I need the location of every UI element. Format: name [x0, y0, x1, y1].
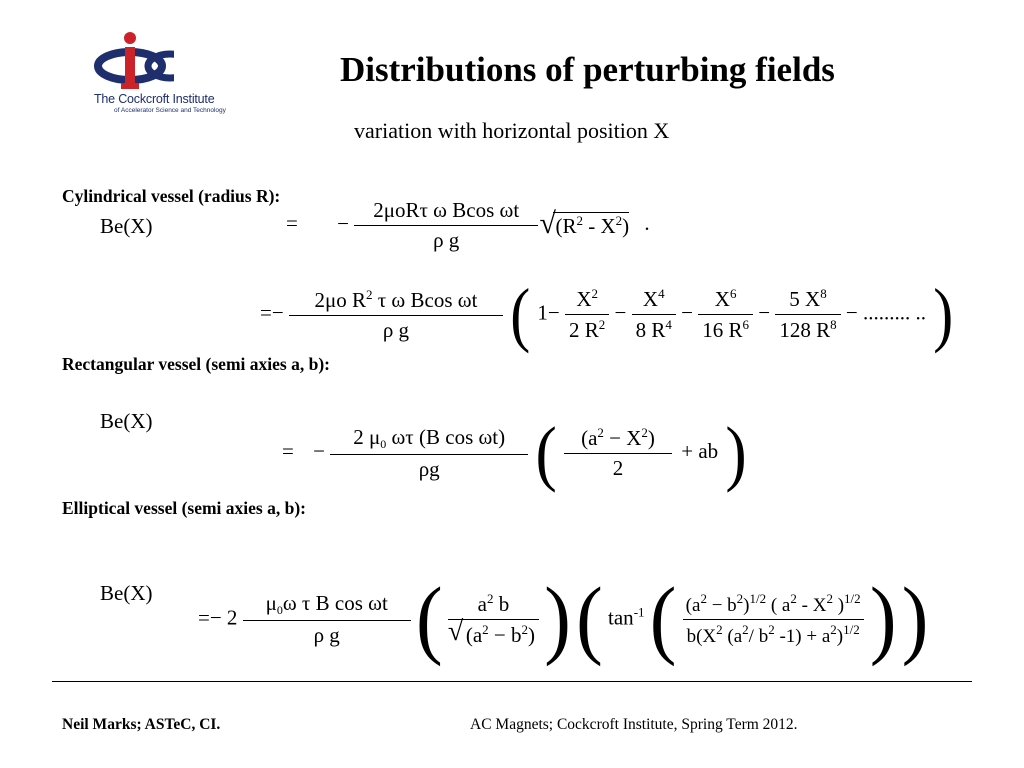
term: b [686, 626, 697, 647]
arctan-fraction: $\frac{(a^2 - b^2)^{1/2} ( a^2 - X^2 )^{1/2}}{b(X^2 (a^2/ b^2 -1) + a^2)^{1/2}}$ [682, 591, 865, 648]
right-paren-icon: ) [901, 570, 929, 668]
exponent: 2 [736, 591, 744, 606]
logo-name: The Cockcroft Institute [94, 92, 215, 106]
term: X [714, 287, 730, 311]
cylindrical-lhs: Be(X) [100, 214, 153, 238]
exponent: 2 [615, 213, 623, 228]
term: 5 X [789, 287, 821, 311]
term: X [576, 287, 592, 311]
exponent: 6 [742, 317, 749, 332]
term: 2 R [569, 318, 599, 342]
logo-mark [92, 28, 250, 92]
term: X [642, 287, 659, 311]
ab-fraction [448, 591, 539, 648]
fraction [354, 198, 538, 253]
rectangular-equation [282, 411, 747, 494]
minus-sign: − [614, 300, 627, 325]
left-paren-icon: ( [576, 570, 603, 668]
term: μ [265, 591, 277, 615]
exponent: 2 [826, 591, 833, 606]
operator: - [588, 214, 601, 238]
equals-sign: = [286, 211, 298, 236]
exponent: 2 [521, 622, 528, 637]
rectangular-heading: Rectangular vessel (semi axies a, b): [62, 354, 330, 374]
term: -1) + a [774, 626, 831, 647]
exponent: 2 [598, 317, 606, 332]
exponent: 8 [820, 286, 827, 301]
term: (a [581, 426, 598, 450]
term: ( a [766, 595, 791, 616]
denominator: ρ g [243, 620, 411, 648]
exponent: 2 [591, 286, 598, 301]
exponent: 2 [486, 591, 494, 606]
term: 2μo R [314, 287, 366, 312]
exponent: 4 [658, 286, 665, 301]
term: ωτ (B cos ωt) [386, 424, 506, 449]
tan-function: tan [608, 605, 634, 630]
exponent: -1 [633, 604, 645, 620]
term: ) [743, 595, 750, 616]
exponent: 2 [742, 622, 749, 637]
right-paren-icon: ) [933, 274, 954, 354]
term: (a [465, 623, 483, 647]
term: a [477, 592, 487, 616]
lead-sign: =− 2 [198, 605, 238, 630]
term: b [493, 592, 510, 616]
slide-title: Distributions of perturbing fields [340, 50, 835, 89]
cockcroft-institute-logo [92, 28, 250, 120]
term: − X [603, 426, 642, 450]
equals-sign: = [282, 438, 294, 463]
cylindrical-equation-1 [286, 198, 650, 253]
exponent: 2 [768, 622, 775, 637]
sqrt-sign-icon: √ [539, 207, 556, 240]
exponent: 2 [716, 622, 723, 637]
term: − b [706, 595, 737, 616]
exponent: 2 [641, 425, 648, 440]
logo-tagline: of Accelerator Science and Technology [114, 107, 226, 114]
footer-divider [52, 681, 972, 682]
lead-sign: =− [260, 300, 284, 325]
exponent: 1/2 [844, 591, 861, 606]
denominator: ρg [330, 454, 528, 482]
series-term-1 [565, 286, 609, 343]
term: − b [488, 623, 522, 647]
term: 128 R [779, 318, 831, 342]
denominator: 2 [564, 453, 672, 481]
rectangular-lhs: Be(X) [100, 409, 153, 433]
sqrt-sign-icon: √ [447, 616, 464, 647]
exponent: 1/2 [843, 622, 860, 637]
left-paren-icon: ( [535, 411, 557, 494]
right-paren-icon: ) [544, 570, 571, 668]
one-minus: 1− [537, 300, 560, 325]
term: / b [748, 626, 769, 647]
term: τ ω Bcos ωt [372, 287, 478, 312]
cylindrical-heading: Cylindrical vessel (radius R): [62, 186, 281, 206]
numerator: 2μoRτ ω Bcos ωt [373, 198, 520, 222]
prefactor-fraction [243, 591, 411, 648]
elliptical-equation [198, 570, 929, 668]
right-paren-icon: ) [725, 411, 747, 494]
numerator [310, 287, 481, 315]
term: ω τ B cos ωt [282, 591, 388, 615]
footer-course: AC Magnets; Cockcroft Institute, Spring Term 2012. [470, 716, 798, 733]
plus-term: + ab [681, 438, 719, 463]
sqrt-expression: √ $(R^2 - X^2)$ [539, 207, 630, 240]
elliptical-lhs: Be(X) [100, 581, 153, 605]
exponent: 1/2 [749, 591, 767, 606]
exponent: 2 [576, 213, 583, 228]
exponent: 6 [729, 286, 737, 301]
exponent: 2 [830, 622, 837, 637]
minus-sign: − [758, 300, 771, 325]
exponent: 2 [365, 286, 373, 302]
term: 16 R [702, 318, 743, 342]
subscript: 0 [380, 436, 387, 451]
inner-fraction [564, 425, 672, 481]
ellipsis: − ......... .. [845, 300, 926, 325]
footer-author: Neil Marks; ASTeC, CI. [62, 716, 221, 733]
exponent: 2 [700, 591, 707, 606]
exponent: 8 [830, 317, 837, 332]
term: X [702, 626, 717, 647]
minus-sign: − [681, 300, 693, 325]
series-term-4 [775, 286, 840, 343]
prefactor-fraction [289, 287, 503, 343]
term: (a [685, 595, 701, 616]
cylindrical-equation-2 [260, 274, 954, 354]
denominator: ρ g [354, 225, 538, 253]
exponent: 4 [665, 317, 672, 332]
series-term-3 [698, 286, 753, 343]
left-paren-icon: ( [649, 570, 677, 668]
right-paren-icon: ) [869, 570, 897, 668]
term: (a [722, 626, 743, 647]
series-term-2 [632, 286, 676, 343]
minus-sign: − [337, 211, 349, 236]
term: 8 R [635, 318, 666, 342]
exponent: 2 [482, 622, 489, 637]
left-paren-icon: ( [510, 274, 531, 354]
subscript: 0 [276, 603, 283, 617]
term: ) [528, 623, 535, 647]
denominator [447, 616, 539, 648]
prefactor-fraction [330, 425, 528, 482]
period: . [644, 211, 650, 236]
term: - X [796, 595, 827, 616]
denominator: ρ g [289, 315, 503, 343]
term: 2 μ [353, 424, 381, 449]
exponent: 2 [597, 425, 604, 440]
term: ) [832, 595, 845, 616]
exponent: 2 [790, 591, 797, 606]
term: ) [647, 426, 655, 450]
left-paren-icon: ( [415, 570, 443, 668]
term: X [600, 214, 616, 238]
slide-subtitle: variation with horizontal position X [354, 118, 670, 143]
minus-sign: − [313, 438, 325, 463]
term: R [562, 214, 577, 238]
elliptical-heading: Elliptical vessel (semi axies a, b): [62, 498, 307, 518]
